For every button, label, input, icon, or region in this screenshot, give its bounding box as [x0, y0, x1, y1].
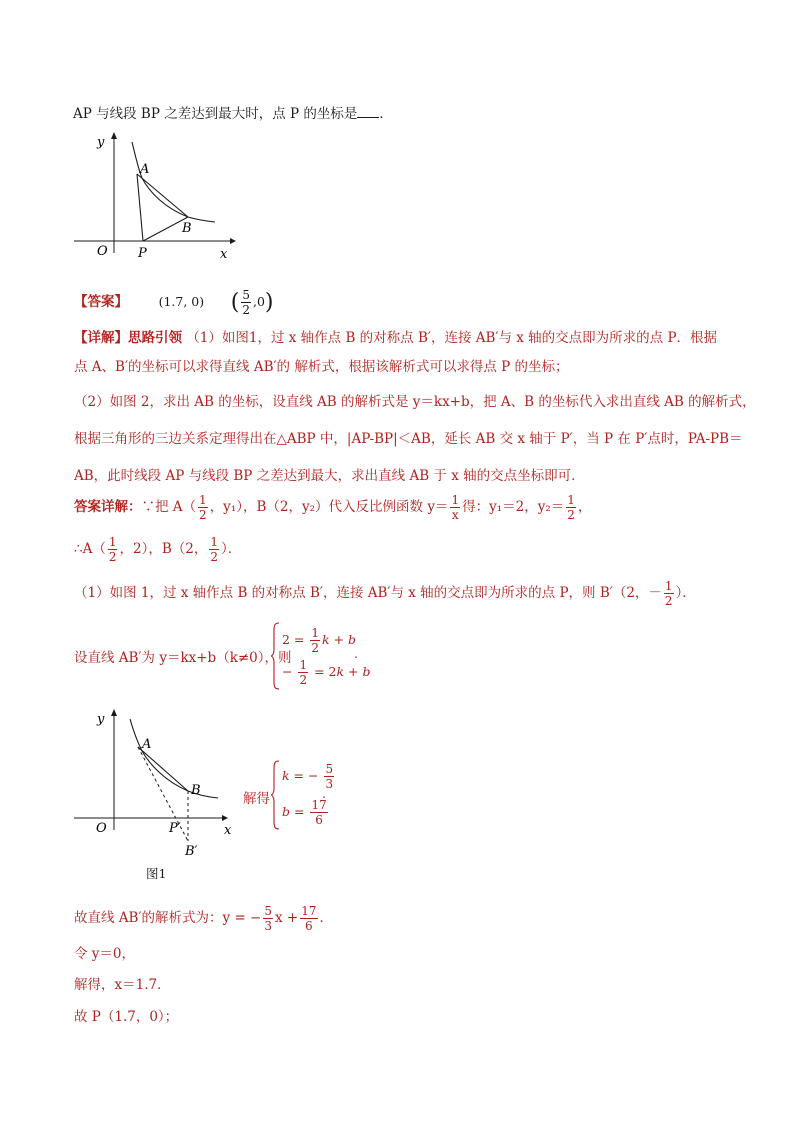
answer-blank — [357, 105, 379, 118]
frac-den: 2 — [311, 641, 320, 655]
answer-value-2: ( $\frac{5}{2}$ ,0) — [230, 288, 274, 317]
detail-label: 【详解】 — [74, 330, 128, 346]
equation-1: 2 = $\frac{1}{2}$ k + b — [282, 626, 357, 655]
frac-den: 2 — [199, 508, 207, 522]
detail-line-1 — [74, 326, 717, 346]
figure-1 — [70, 705, 240, 857]
solve-label: 解得 — [243, 791, 270, 807]
frac-den: 6 — [315, 813, 323, 827]
label-y: y — [97, 135, 105, 150]
frac-den: 2 — [108, 550, 117, 564]
frac-num: 1 — [451, 493, 460, 507]
solution-dot: . — [322, 786, 326, 801]
detail-line-4: 根据三角形的三边关系定理得出在△ABP 中，|AP-BP|＜AB，延长 AB 交 x 轴于 P′，当 P 在 P′点时，PA-PB＝ — [74, 431, 743, 447]
solution-k: k = − $\frac{5}{3}$ — [282, 762, 334, 791]
frac-den: 6 — [305, 919, 313, 933]
segment-ap — [137, 174, 143, 241]
frac-den: 2 — [664, 594, 673, 608]
equation-2: − $\frac{1}{2}$ = 2k + b — [282, 658, 371, 687]
detail-title: 思路引领 — [128, 330, 182, 346]
frac-num: 5 — [242, 288, 250, 302]
brace-icon — [270, 622, 280, 690]
frac-den: 2 — [567, 508, 575, 522]
frac-num: 5 — [325, 762, 334, 776]
question-line — [73, 102, 393, 122]
question-end: ． — [379, 106, 393, 122]
frac-num: 1 — [210, 535, 218, 549]
solution-s5-a: 故直线 AB′的解析式为：y = − — [74, 910, 262, 926]
frac-num: 17 — [311, 798, 327, 812]
solution-s2-a: ∴A（ — [74, 541, 106, 557]
x-axis-arrow — [222, 815, 228, 821]
detail-text-1: （1）如图1，过 x 轴作点 B 的对称点 B′，连接 AB′与 x 轴的交点即为所求的点 P．根据 — [186, 330, 718, 346]
solution-line-7: 解得，x＝1.7． — [74, 977, 171, 993]
label-b: B — [191, 783, 201, 798]
label-b-prime: B′ — [185, 844, 198, 857]
solution-line-1 — [74, 493, 591, 522]
hyperbola-curve — [132, 142, 215, 222]
solution-label: 答案详解： — [74, 499, 142, 515]
frac-den: 3 — [264, 919, 272, 933]
detail-line-5: AB，此时线段 AP 与线段 BP 之差达到最大，求出直线 AB 于 x 轴的交点坐标即可． — [74, 468, 585, 484]
frac-num: 5 — [264, 904, 272, 918]
frac-den: 3 — [325, 777, 334, 791]
solution-s1-d: ， — [577, 499, 592, 515]
solution-line-3 — [74, 579, 696, 608]
solution-s1-a: ∵把 A（ — [141, 499, 197, 515]
label-o: O — [97, 244, 108, 259]
answer-label: 【答案】 — [74, 294, 128, 310]
frac-den: 2 — [242, 303, 250, 317]
frac-den: 2 — [210, 550, 218, 564]
detail-line-3: （2）如图 2，求出 AB 的坐标，设直线 AB 的解析式是 y＝kx+b，把 A、B 的坐标代入求出直线 AB 的解析式， — [74, 394, 756, 410]
frac-num: 1 — [311, 626, 320, 640]
label-a: A — [140, 162, 150, 177]
y-axis-arrow — [111, 709, 117, 716]
label-b: B — [182, 221, 192, 236]
segment-ab — [137, 174, 188, 217]
fig1-caption: 图1 — [146, 866, 167, 881]
figure-top — [70, 128, 240, 263]
answer-row — [74, 288, 274, 317]
solution-system — [270, 760, 350, 832]
solution-s5-b: x + — [275, 910, 299, 926]
solution-b: b = $\frac{17}{6}$ — [282, 798, 327, 827]
answer-value-2-tail: ,0 — [252, 294, 265, 309]
solution-line-2 — [74, 535, 241, 564]
answer-value-1: (1.7, 0) — [158, 294, 205, 309]
solution-s3-end: ）． — [675, 585, 696, 601]
hyperbola-curve — [130, 719, 218, 798]
solution-line-8: 故 P（1.7，0）； — [74, 1009, 179, 1025]
label-x: x — [220, 247, 228, 262]
label-a: A — [142, 737, 152, 752]
solution-line-6: 令 y＝0， — [74, 946, 136, 962]
solution-s2-b: ，2），B（2， — [119, 541, 208, 557]
solution-s1-b: ，y₁），B（2，y₂）代入反比例函数 y＝ — [209, 499, 449, 515]
solution-line-4: 设直线 AB′为 y＝kx+b（k≠0），则 — [74, 650, 292, 666]
label-p: P — [138, 246, 147, 261]
frac-num: 1 — [299, 658, 308, 672]
equation-dot: . — [354, 646, 358, 661]
frac-num: 17 — [301, 904, 317, 918]
frac-num: 1 — [567, 493, 575, 507]
label-p-prime: P′ — [169, 821, 181, 836]
equation-system — [270, 622, 370, 692]
detail-line-2: 点 A、B′的坐标可以求得直线 AB′的 解析式，根据该解析式可以求得点 P 的坐标； — [74, 359, 569, 375]
label-o: O — [96, 821, 107, 836]
solution-line-5: 故直线 AB′的解析式为：y = − $\frac{5}{3}$ x + $\frac{17}{6}$ ． — [74, 904, 333, 933]
frac-den: 2 — [299, 673, 308, 687]
frac-den: x — [451, 508, 459, 522]
solution-s2-c: ）． — [220, 541, 242, 557]
x-axis-arrow — [230, 238, 236, 244]
label-y: y — [97, 712, 105, 727]
frac-num: 1 — [199, 493, 207, 507]
frac-num: 1 — [108, 535, 117, 549]
brace-icon — [270, 760, 280, 830]
segment-ab — [138, 747, 188, 791]
label-x: x — [224, 823, 232, 838]
solution-s3: （1）如图 1，过 x 轴作点 B 的对称点 B′，连接 AB′与 x 轴的交点即为所求的点 P，则 B′（2，－ — [74, 585, 662, 601]
y-axis-arrow — [111, 132, 117, 139]
frac-num: 1 — [664, 579, 673, 593]
question-text: AP 与线段 BP 之差达到最大时，点 P 的坐标是 — [73, 106, 358, 122]
solution-s1-c: 得：y₁＝2，y₂＝ — [462, 499, 565, 515]
